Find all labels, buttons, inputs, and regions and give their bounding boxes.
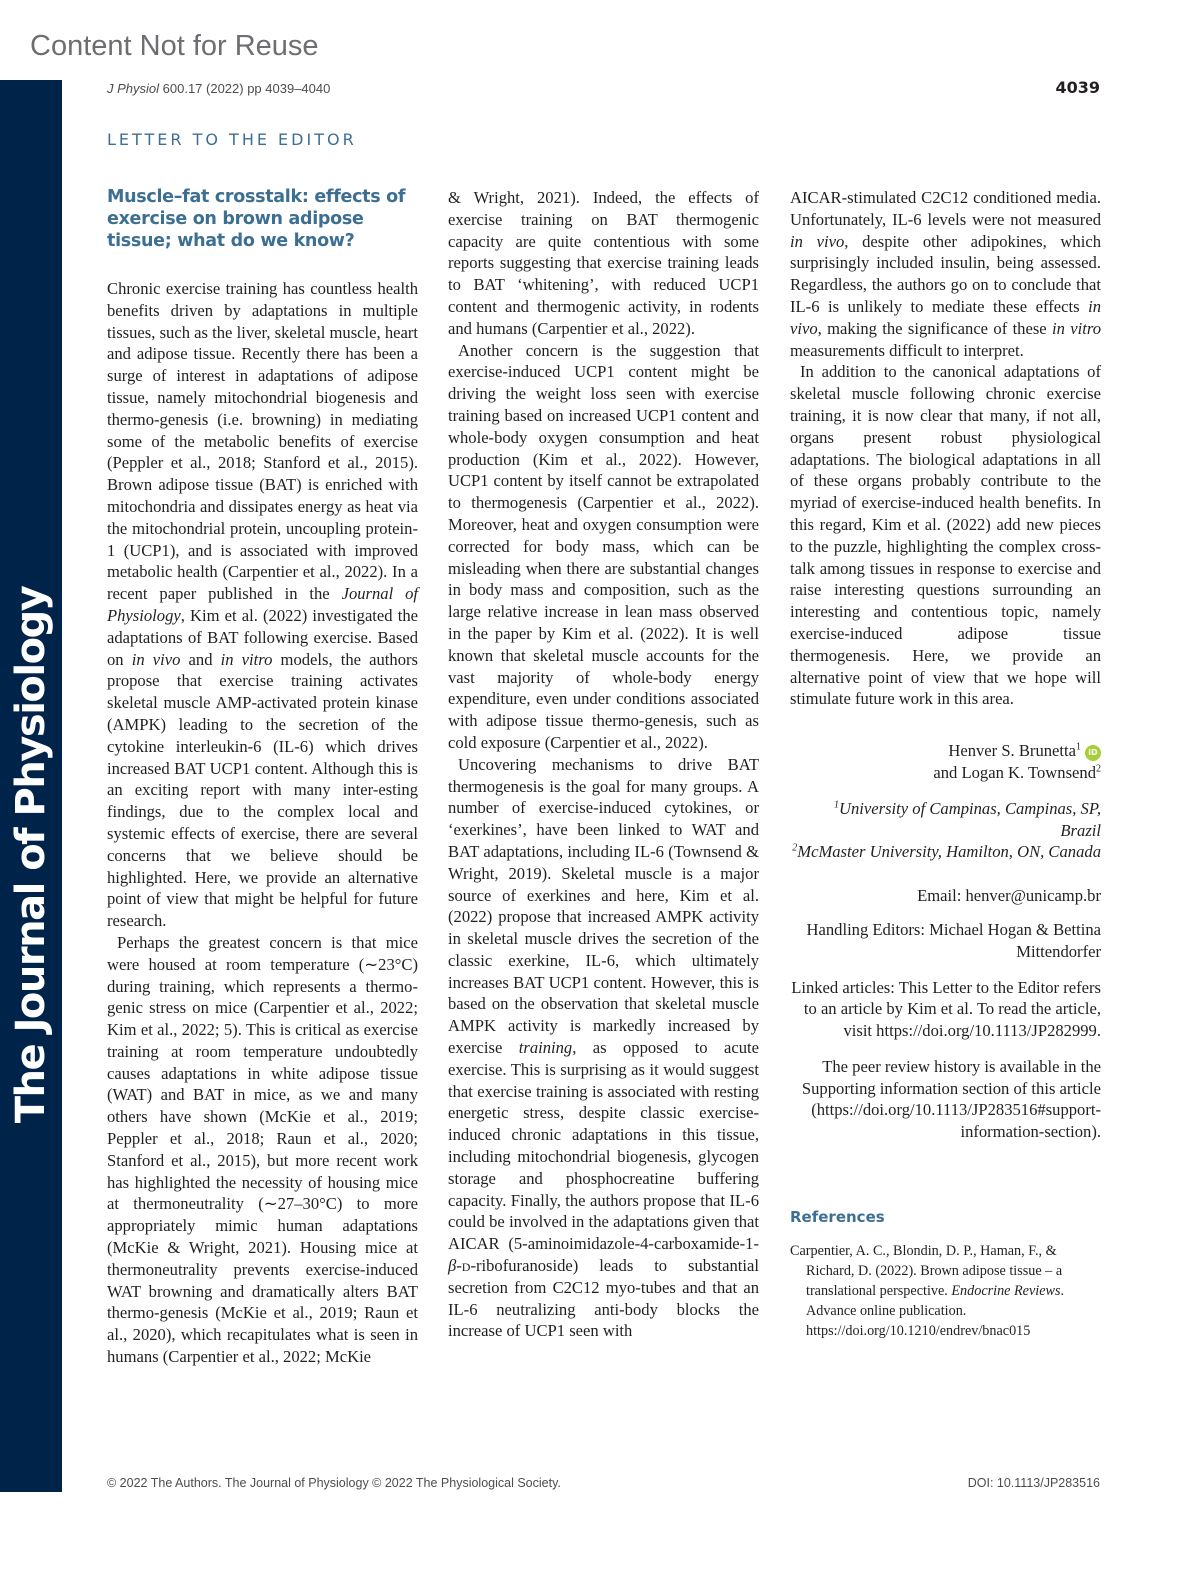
paragraph: Another concern is the suggestion that exercise-induced UCP1 content might be driving the weight loss seen with exercise training based on increased UCP1 content and whole-body oxygen consumption and heat production (Kim et al., 2022). However, UCP1 content by itself cannot be extrapolated to thermogenesis (Carpentier et al., 2022). Moreover, heat and oxygen consumption were corrected for body mass, which can be misleading when there are substantial changes in body mass and composition, such as the large relative increase in lean mass observed in the paper by Kim et al. (2022). It is well known that skeletal muscle accounts for the vast majority of whole-body energy expenditure, even under conditions associated with adipose tissue thermo-genesis, such as cold exposure (Carpentier et al., 2022). — [448, 340, 759, 752]
journal-name-vertical: The Journal of Physiology — [8, 586, 54, 1124]
journal-sidebar — [0, 80, 62, 1492]
paragraph: Chronic exercise training has countless health benefits driven by adaptations in multiple tissues, such as the liver, skeletal muscle, heart and adipose tissue. Recently there has been a surge of interest in adaptations of adipose tissue, namely mitochondrial biogenesis and thermo-genesis (i.e. browning) in mediating some of the metabolic benefits of exercise (Peppler et al., 2018; Stanford et al., 2015). Brown adipose tissue (BAT) is enriched with mitochondria and dissipates energy as heat via the mitochondrial protein, uncoupling protein-1 (UCP1), and is associated with improved metabolic health (Carpentier et al., 2022). In a recent paper published in the Journal of Physiology, Kim et al. (2022) investigated the adaptations of BAT following exercise. Based on in vivo and in vitro models, the authors propose that exercise training activates skeletal muscle AMP-activated protein kinase (AMPK) leading to the secretion of the cytokine interleukin-6 (IL-6) which drives increased BAT UCP1 content. Although this is an exciting report with many inter-esting findings, due to the complex local and systemic effects of exercise, there are several concerns that we believe should be highlighted. Here, we provide an alternative point of view that might be helpful for future research. — [107, 279, 419, 931]
linked-articles-note[interactable]: Linked articles: This Letter to the Editor refers to an article by Kim et al. To read the article, visit https://doi.org/10.1113/JP282999. — [791, 977, 1101, 1041]
orcid-icon[interactable]: iD — [1085, 745, 1101, 761]
author-name: Henver S. Brunetta — [948, 741, 1076, 761]
peer-review-note[interactable]: The peer review history is available in the Supporting information section of this article (https://doi.org/10.1113/JP283516#support-information-section). — [801, 1056, 1101, 1142]
affiliation: University of Campinas, Campinas, SP, Brazil — [839, 798, 1101, 840]
email[interactable]: Email: henver@unicamp.br — [917, 886, 1101, 906]
affiliations: $^1$University of Campinas, Campinas, SP, Brazil $^2$McMaster University, Hamilton, ON, Canada — [792, 798, 1101, 862]
column-2 — [448, 187, 759, 1342]
reference-item: Carpentier, A. C., Blondin, D. P., Haman, F., & Richard, D. (2022). Brown adipose tissue – a translational perspective. Endocrine Reviews. Advance online publication. https://doi.org/10.1210/endrev/bnac015 — [790, 1242, 1065, 1339]
paragraph: Perhaps the greatest concern is that mice were housed at room temperature (∼23°C) during training, which represents a thermo-genic stress on mice (Carpentier et al., 2022; Kim et al., 2022; 5). This is critical as exercise training at room temperature undoubtedly causes adaptations in white adipose tissue (WAT) and BAT in mice, as we and many others have shown (McKie et al., 2019; Peppler et al., 2018; Raun et al., 2020; Stanford et al., 2015), but more recent work has highlighted the necessity of housing mice at thermoneutrality (∼27–30°C) to more appropriately mimic human adaptations (McKie & Wright, 2021). Housing mice at thermoneutrality prevents exercise-induced WAT browning and dramatically alters BAT thermo-genesis (McKie et al., 2019; Raun et al., 2020), which recapitulates what is seen in humans (Carpentier et al., 2022; McKie — [107, 932, 418, 1367]
paragraph: & Wright, 2021). Indeed, the effects of exercise training on BAT thermogenic capacity are quite contentious with some reports suggesting that exercise training leads to BAT ‘whitening’, with reduced UCP1 content and thermogenic activity, in rodents and humans (Carpentier et al., 2022). — [448, 188, 759, 338]
paragraph: Uncovering mechanisms to drive BAT thermogenesis is the goal for many groups. A number of exercise-induced cytokines, or ‘exerkines’, have been linked to WAT and BAT adaptations, including IL-6 (Townsend & Wright, 2019). Skeletal muscle is a major source of exerkines and here, Kim et al. (2022) propose that increased AMPK activity in skeletal muscle drives the secretion of the classic exerkine, IL-6, which ultimately increases BAT UCP1 content. However, this is based on the observation that skeletal muscle AMPK activity is markedly increased by exercise training, as opposed to acute exercise. This is surprising as it would suggest that exercise training is associated with resting energetic stress, despite classic exercise-induced chronic adaptations in this tissue, including mitochondrial biogenesis, glycogen storage and phosphocreatine buffering capacity. Finally, the authors propose that IL-6 could be involved in the adaptations given that AICAR (5-aminoimidazole-4-carboxamide-1-β-d-ribofuranoside) leads to substantial secretion from C2C12 myo-tubes and that an IL-6 neutralizing anti-body blocks the increase of UCP1 seen with — [448, 754, 759, 1341]
section-label: LETTER TO THE EDITOR — [107, 130, 357, 149]
author-name: and Logan K. Townsend — [933, 762, 1096, 782]
paragraph: AICAR-stimulated C2C12 conditioned media. Unfortunately, IL-6 levels were not measured in vivo, despite other adipokines, which surprisingly included insulin, being assessed. Regardless, the authors go on to conclude that IL-6 is unlikely to mediate these effects in vivo, making the significance of these in vitro measurements difficult to interpret. — [790, 188, 1101, 360]
column-1 — [107, 278, 418, 1368]
watermark: Content Not for Reuse — [30, 30, 319, 62]
column-3 — [790, 187, 1101, 1341]
article-title: Muscle–fat crosstalk: effects of exercise on brown adipose tissue; what do we know? — [107, 187, 406, 251]
journal-abbrev: J Physiol — [107, 81, 160, 96]
page-number: 4039 — [1055, 78, 1100, 97]
handling-editors: Handling Editors: Michael Hogan & Bettina Mittendorfer — [806, 919, 1101, 961]
citation: 600.17 (2022) pp 4039–4040 — [159, 81, 331, 96]
running-head — [107, 81, 330, 96]
footer-copyright: © 2022 The Authors. The Journal of Physiology © 2022 The Physiological Society. — [107, 1476, 561, 1490]
author-block: Henver S. Brunetta$^1$iD and Logan K. Townsend$^2$ — [933, 741, 1101, 782]
footer-doi[interactable]: DOI: 10.1113/JP283516 — [967, 1476, 1100, 1490]
references-heading: References — [790, 1208, 885, 1227]
paragraph: In addition to the canonical adaptations of skeletal muscle following chronic exercise training, it is now clear that many, if not all, organs present robust physiological adaptations. The biological adaptations in all of these organs probably contribute to the myriad of exercise-induced health benefits. In this regard, Kim et al. (2022) add new pieces to the puzzle, highlighting the complex cross-talk among tissues in response to exercise and raise interesting questions surrounding an interesting and contentious topic, namely exercise-induced adipose tissue thermogenesis. Here, we provide an alternative point of view that we hope will stimulate future work in this area. — [790, 362, 1101, 709]
affiliation: McMaster University, Hamilton, ON, Canada — [797, 842, 1101, 862]
